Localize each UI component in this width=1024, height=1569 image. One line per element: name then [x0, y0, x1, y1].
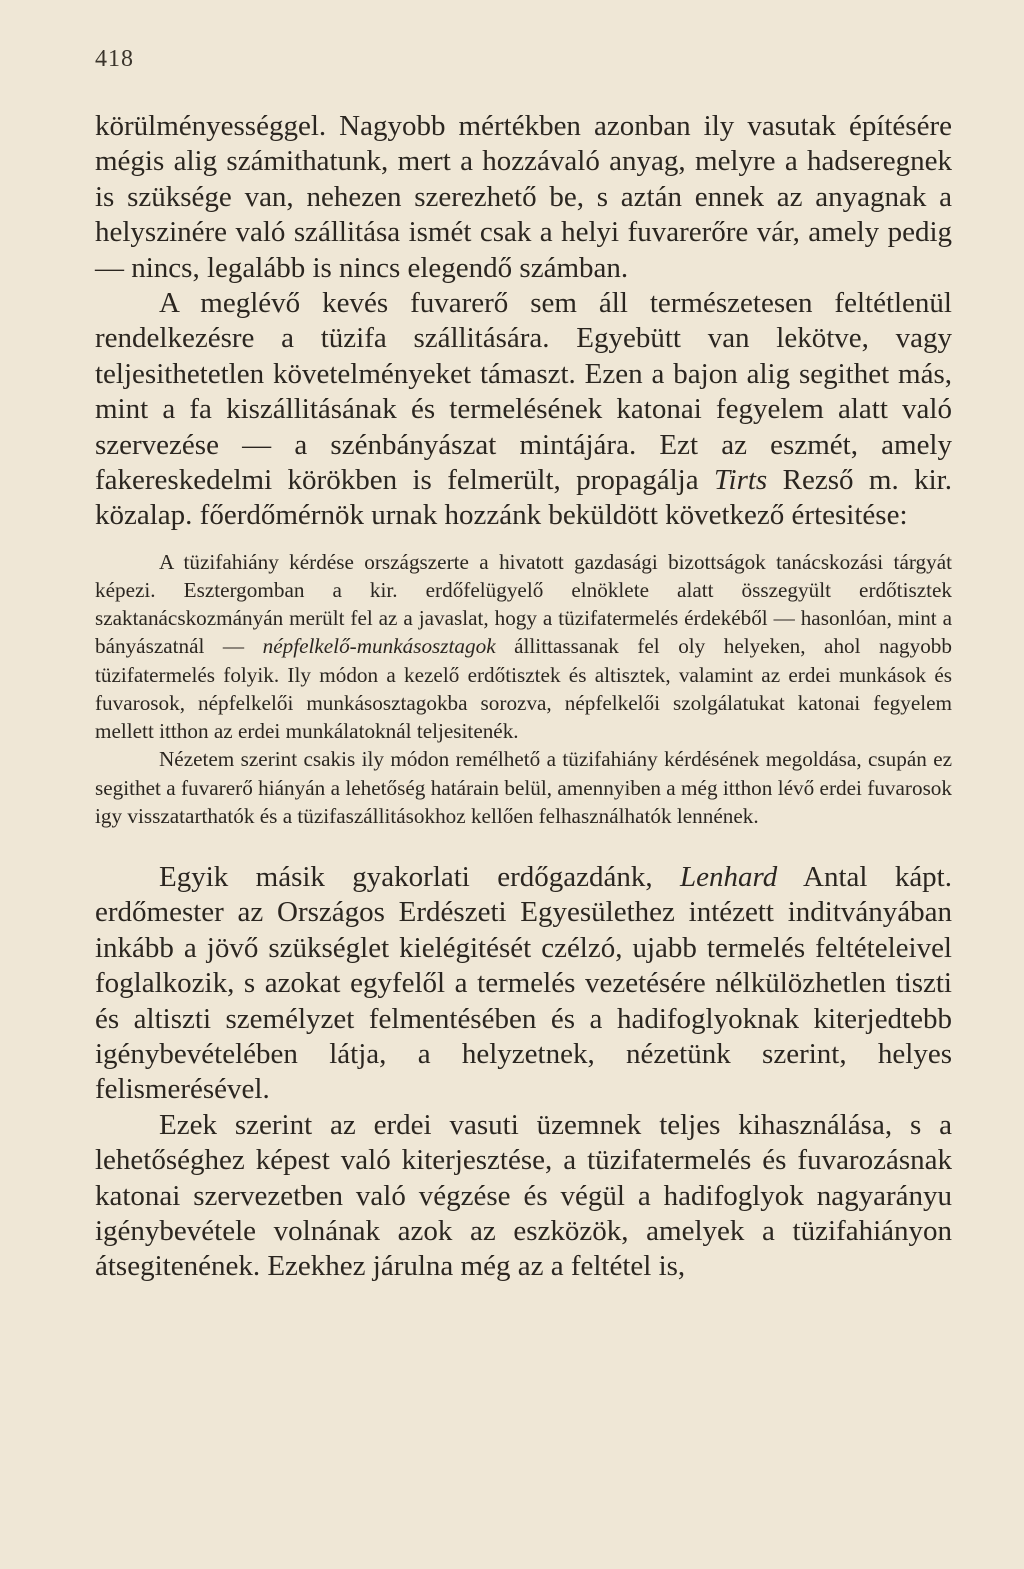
paragraph-3-name: Lenhard: [680, 860, 778, 893]
paragraph-2: [95, 286, 952, 534]
paragraph-3-text-a: Egyik másik gyakorlati erdőgazdánk,: [159, 860, 681, 893]
quote-1-text-b: állittassanak fel oly helyeken, ahol nagyobb tüzifatermelés folyik. Ily módon a kezelő erdőtisztek és altisztek, valamint az erdei munkások és fuvarosok, népfelkelői munkásosztagokba sorozva, népfelkelői szolgálatukat katonai fegyelem mellett itthon az erdei munkálatoknál teljesitenék.: [95, 634, 952, 744]
page-number: 418: [95, 46, 134, 72]
quote-1-emphasis: népfelkelő-munkásosztagok: [262, 634, 496, 659]
paragraph-2-name: Tirts: [713, 464, 768, 497]
quote-paragraph-1: [95, 548, 952, 745]
paragraph-4: Ezek szerint az erdei vasuti üzemnek teljes kihasználása, s a lehetőséghez képest való kiterjesztése, a tüzifatermelés és fuvarozásnak katonai szervezetben való végzése és végül a hadifoglyok nagyarányu igénybevétele volnának azok az eszközök, amelyek a tüzifahiányon átsegitenének. Ezekhez járulna még az a feltétel is,: [95, 1108, 952, 1283]
paragraph-2-text-a: A meglévő kevés fuvarerő sem áll természetesen feltétlenül rendelkezésre a tüzifa szállitására. Egyebütt van lekötve, vagy teljesithetetlen követelményeket támaszt. Ezen a bajon alig segithet más, mint a fa kiszállitásának és termelésének katonai fegyelem alatt való szervezése — a szénbányászat mintájára. Ezt az eszmét, amely fakereskedelmi körökben is felmerült, propagálja: [95, 287, 952, 497]
paragraph-2-text-b: Rezső m. kir. közalap. főerdőmérnök urnak hozzánk beküldött következő értesitése:: [95, 464, 952, 532]
paragraph-1: körülményességgel. Nagyobb mértékben azonban ily vasutak építésére mégis alig számithatunk, mert a hozzávaló anyag, melyre a hadseregnek is szüksége van, nehezen szerezhető be, s aztán ennek az anyagnak a helyszinére való szállitása ismét csak a helyi fuvarerőre vár, amely pedig — nincs, legalább is nincs elegendő számban.: [95, 110, 952, 284]
quote-paragraph-2: Nézetem szerint csakis ily módon remélhető a tüzifahiány kérdésének megoldása, csupán ez segithet a fuvarerő hiányán a lehetőség határain belül, amennyiben a még itthon lévő erdei fuvarosok igy visszatarthatók és a tüzifaszállitásokhoz kellően felhasználhatók lennének.: [95, 747, 952, 828]
paragraph-3-text-b: Antal kápt. erdőmester az Országos Erdészeti Egyesülethez intézett inditványában inkább a jövő szükséglet kielégitését czélzó, ujabb termelés feltételeivel foglalkozik, s azokat egyfelől a termelés vezetésére nélkülözhetlen tiszti és altiszti személyzet felmentésében és a hadifoglyoknak kiterjedtebb igénybevételében látja, a helyzetnek, nézetünk szerint, helyes felismerésével.: [95, 860, 952, 1106]
paragraph-3: [95, 860, 952, 1108]
quote-1-text-a: A tüzifahiány kérdése országszerte a hivatott gazdasági bizottságok tanácskozási tárgyát képezi. Esztergomban a kir. erdőfelügyelő elnöklete alatt összegyült erdőtisztek szaktanácskozmányán merült fel az a javaslat, hogy a tüzifatermelés érdekéből — hasonlóan, mint a bányászatnál —: [95, 549, 952, 659]
section-gap: [95, 830, 952, 860]
